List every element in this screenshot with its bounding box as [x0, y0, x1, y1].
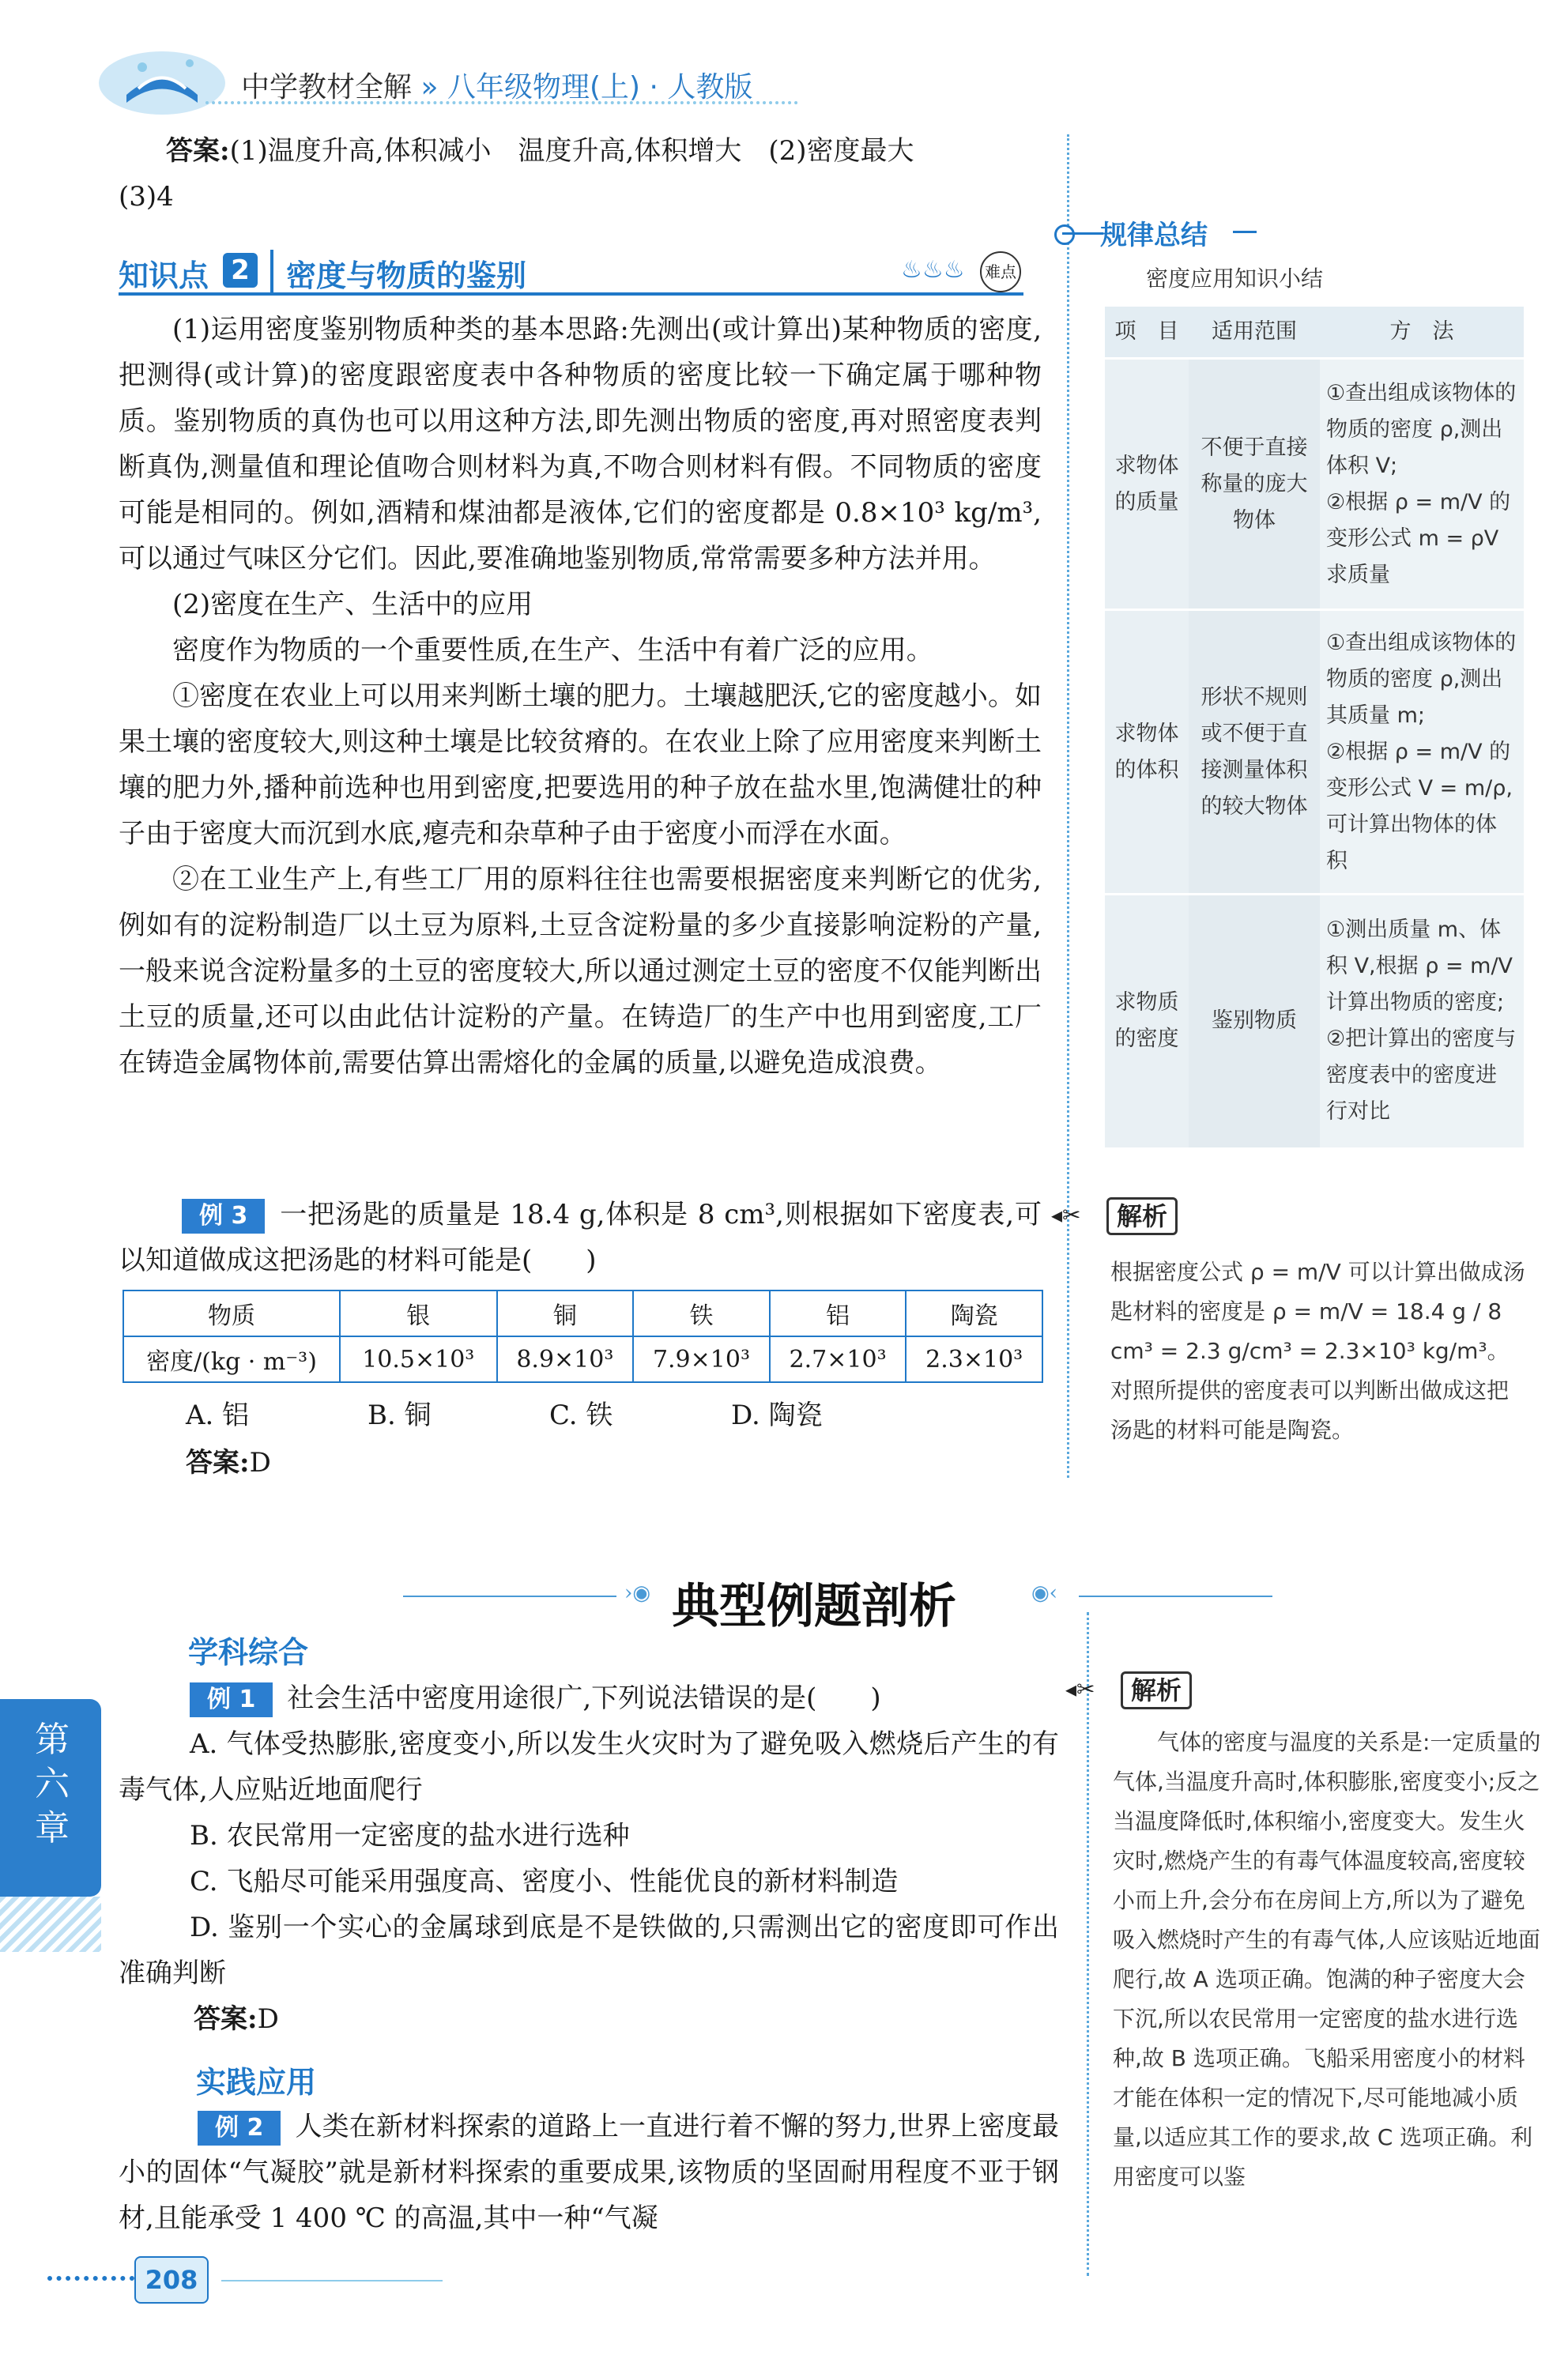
table-header: 项 目	[1105, 307, 1189, 359]
practice-heading: 实践应用	[196, 2065, 317, 2100]
paragraph: (2)密度在生产、生活中的应用	[172, 589, 533, 620]
table-header: 方 法	[1320, 307, 1524, 359]
rules-summary	[1051, 213, 1541, 299]
analysis-label: 解析	[1121, 1671, 1192, 1709]
table-row	[123, 1336, 1042, 1382]
knowledge-content	[119, 307, 1042, 1086]
table-cell	[1320, 610, 1524, 895]
answer-label: 答案:	[166, 135, 230, 167]
option: C. 铁	[549, 1400, 613, 1431]
example-question: 一把汤匙的质量是 18.4 g,体积是 8 cm³,则根据如下密度表,可以知道做成这把汤匙的材料可能是( )	[119, 1199, 1042, 1276]
option: D. 鉴别一个实心的金属球到底是不是铁做的,只需测出它的密度即可作出准确判断	[119, 1912, 1059, 1989]
paragraph: ②在工业生产上,有些工厂用的原料往往也需要根据密度来判断它的优劣,例如有的淀粉制造厂以土豆为原料,土豆含淀粉量的多少直接影响淀粉的产量,一般来说含淀粉量多的土豆的密度较大,所以通过测定土豆的密度不仅能判断出土豆的质量,还可以由此估计淀粉的产量。在铸造厂的生产中也用到密度,工厂在铸造金属物体前,需要估算出需熔化的金属的质量,以避免造成浪费。	[119, 864, 1042, 1079]
footer-rule	[221, 2280, 443, 2281]
example-tag: 例 2	[198, 2111, 281, 2146]
table-cell	[1320, 895, 1524, 1147]
table-header: 铜	[497, 1291, 634, 1336]
knowledge-point-title: 密度与物质的鉴别	[286, 258, 527, 293]
example-3-answer	[186, 1440, 271, 1486]
page-number: 208	[134, 2256, 209, 2304]
example-1	[119, 1675, 1059, 2042]
analysis-1-header	[1065, 1671, 1247, 1708]
rules-title: 规律总结	[1100, 220, 1208, 251]
decorative-stripes	[0, 1897, 101, 1952]
table-row	[1105, 359, 1524, 610]
example-3	[119, 1192, 1042, 1283]
rule-line	[403, 1596, 616, 1597]
answer-label: 答案:	[186, 1447, 250, 1479]
rules-table	[1105, 307, 1524, 1147]
answer-label: 答案:	[194, 2003, 258, 2035]
method-step: ②根据 ρ = m/V 的变形公式 m = ρV 求质量	[1326, 489, 1511, 587]
answer-value: D	[249, 1447, 271, 1479]
table-header: 适用范围	[1189, 307, 1320, 359]
example-2	[119, 2104, 1059, 2241]
section-title: 典型例题剖析	[672, 1579, 956, 1634]
table-row	[1105, 610, 1524, 895]
table-header: 银	[340, 1291, 497, 1336]
pointer-arrow-icon: ◂✂	[1051, 1202, 1081, 1228]
analysis-label: 解析	[1106, 1197, 1178, 1235]
option: C. 飞船尽可能采用强度高、密度小、性能优良的新材料制造	[190, 1866, 899, 1897]
table-cell: 8.9×10³	[497, 1336, 634, 1382]
method-step: ②根据 ρ = m/V 的变形公式 V = m/ρ,可计算出物体的体积	[1326, 739, 1513, 873]
book-title: 中学教材全解	[241, 71, 413, 104]
option: A. 铝	[186, 1400, 250, 1431]
option: A. 气体受热膨胀,密度变小,所以发生火灾时为了避免吸入燃烧后产生的有毒气体,人应贴近地面爬行	[119, 1728, 1059, 1806]
rules-subtitle: 密度应用知识小结	[1146, 266, 1324, 292]
chapter-label: 第六章	[35, 1720, 70, 1848]
table-cell: 形状不规则或不便于直接测量体积的较大物体	[1189, 610, 1320, 895]
example-question: 社会生活中密度用途很广,下列说法错误的是( )	[287, 1682, 881, 1714]
table-header: 铁	[633, 1291, 770, 1336]
table-cell: 2.3×10³	[906, 1336, 1042, 1382]
bullet-icon	[1054, 224, 1075, 245]
section-title-bar	[403, 1569, 1272, 1634]
table-row	[123, 1291, 1042, 1336]
option: B. 铜	[368, 1400, 432, 1431]
table-cell: 鉴别物质	[1189, 895, 1320, 1147]
table-row-label: 密度/(kg · m⁻³)	[123, 1336, 340, 1382]
example-question: 人类在新材料探索的道路上一直进行着不懈的努力,世界上密度最小的固体“气凝胶”就是新材料探索的重要成果,该物质的坚固耐用程度不亚于钢材,且能承受 1 400 ℃ 的高温,其中一种“气凝	[119, 2111, 1059, 2234]
paragraph: (1)运用密度鉴别物质种类的基本思路:先测出(或计算出)某种物质的密度,把测得(或计算)的密度跟密度表中各种物质的密度比较一下确定属于哪种物质。鉴别物质的真伪也可以用这种方法,即先测出物质的密度,再对照密度表判断真伪,测量值和理论值吻合则材料为真,不吻合则材料有假。不同物质的密度可能是相同的。例如,酒精和煤油都是液体,它们的密度都是 0.8×10³ kg/m³,可以通过气味区分它们。因此,要准确地鉴别物质,常常需要多种方法并用。	[119, 314, 1042, 575]
header-separator-icon: »	[420, 71, 447, 104]
difficulty-flame-icon: ♨♨♨	[901, 256, 965, 284]
analysis-1-text: 气体的密度与温度的关系是:一定质量的气体,当温度升高时,体积膨胀,密度变小;反之当温度降低时,体积缩小,密度变大。发生火灾时,燃烧产生的有毒气体温度较高,密度较小而上升,会分布在房间上方,所以为了避免吸入燃烧时产生的有毒气体,人应该贴近地面爬行,故 A 选项正确。饱满的种子密度大会下沉,所以农民常用一定密度的盐水进行选种,故 B 选项正确。飞船采用密度小的材料才能在体积一定的情况下,尽可能地减小质量,以适应其工作的要求,故 C 选项正确。利用密度可以鉴	[1113, 1729, 1541, 2190]
column-divider	[1087, 1612, 1089, 2276]
table-cell: 求物质的密度	[1105, 895, 1189, 1147]
chapter-tab	[0, 1699, 101, 1897]
page-header	[241, 65, 752, 105]
table-cell: 求物体的质量	[1105, 359, 1189, 610]
difficulty-badge: 难点	[980, 251, 1021, 292]
table-cell: 不便于直接称量的庞大物体	[1189, 359, 1320, 610]
arrow-right-icon: ›◉	[624, 1581, 651, 1605]
option: B. 农民常用一定密度的盐水进行选种	[190, 1820, 630, 1852]
method-step: ①查出组成该物体的物质的密度 ρ,测出其质量 m;	[1326, 630, 1517, 728]
analysis-3-header	[1051, 1197, 1233, 1234]
knowledge-point-label: 知识点	[119, 258, 209, 293]
rule-line	[1079, 1596, 1272, 1597]
top-answer	[119, 128, 1027, 220]
example-tag: 例 1	[190, 1682, 273, 1717]
rule-line	[1233, 231, 1257, 233]
method-step: ①查出组成该物体的物质的密度 ρ,测出体积 V;	[1326, 380, 1517, 478]
table-header: 铝	[770, 1291, 906, 1336]
analysis-3-text: 根据密度公式 ρ = m/V 可以计算出做成汤匙材料的密度是 ρ = m/V = 18.4 g / 8 cm³ = 2.3 g/cm³ = 2.3×10³ kg/m³。对照所提供的密度表可以判断出做成这把汤匙的材料可能是陶瓷。	[1110, 1259, 1525, 1443]
paragraph: 密度作为物质的一个重要性质,在生产、生活中有着广泛的应用。	[172, 635, 933, 666]
knowledge-point-number: 2	[223, 253, 258, 288]
rule-line	[1062, 232, 1103, 235]
example-tag: 例 3	[182, 1199, 265, 1234]
table-cell: 2.7×10³	[770, 1336, 906, 1382]
table-row	[1105, 307, 1524, 359]
table-row	[1105, 895, 1524, 1147]
column-divider	[1067, 134, 1069, 1478]
arrow-left-icon: ◉‹	[1031, 1581, 1058, 1605]
method-step: ①测出质量 m、体积 V,根据 ρ = m/V 计算出物质的密度;	[1326, 917, 1513, 1015]
answer-text: (3)4	[119, 181, 174, 213]
footer-dots	[47, 2276, 134, 2281]
option: D. 陶瓷	[731, 1400, 823, 1431]
example-3-options	[186, 1392, 976, 1438]
book-logo-icon	[95, 40, 229, 119]
header-rule	[205, 101, 798, 104]
table-cell	[1320, 359, 1524, 610]
book-subtitle: 八年级物理(上) · 人教版	[447, 71, 753, 104]
table-header: 物质	[123, 1291, 340, 1336]
table-cell: 10.5×10³	[340, 1336, 497, 1382]
pointer-arrow-icon: ◂✂	[1065, 1676, 1095, 1702]
method-step: ②把计算出的密度与密度表中的密度进行对比	[1326, 1027, 1517, 1125]
density-table	[122, 1290, 1043, 1383]
table-header: 陶瓷	[906, 1291, 1042, 1336]
paragraph: ①密度在农业上可以用来判断土壤的肥力。土壤越肥沃,它的密度越小。如果土壤的密度较大,则这种土壤是比较贫瘠的。在农业上除了应用密度来判断土壤的肥力外,播种前选种也用到密度,把要选用的种子放在盐水里,饱满健壮的种子由于密度大而沉到水底,瘪壳和杂草种子由于密度小而浮在水面。	[119, 680, 1042, 850]
knowledge-point-bar	[119, 250, 1023, 296]
title-divider	[270, 250, 273, 292]
table-cell: 7.9×10³	[633, 1336, 770, 1382]
table-cell: 求物体的体积	[1105, 610, 1189, 895]
answer-text: (1)温度升高,体积减小 温度升高,体积增大 (2)密度最大	[229, 135, 914, 167]
subject-heading: 学科综合	[188, 1635, 309, 1670]
answer-value: D	[257, 2003, 279, 2035]
